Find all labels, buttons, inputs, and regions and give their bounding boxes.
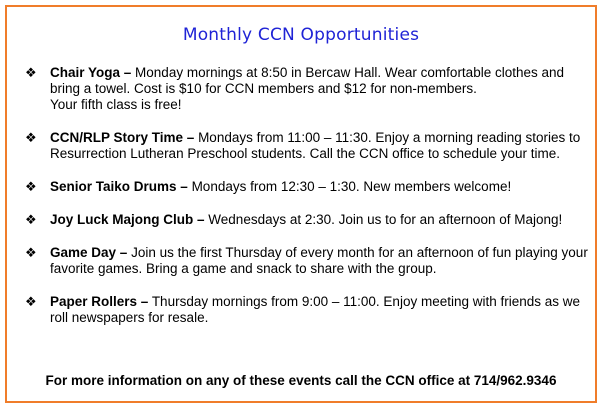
- diamond-bullet-icon: ❖: [25, 179, 37, 194]
- event-list: [21, 65, 591, 343]
- event-name: Paper Rollers –: [50, 294, 149, 309]
- event-extra-note: Your fifth class is free!: [50, 97, 182, 112]
- event-name: CCN/RLP Story Time –: [50, 130, 195, 145]
- event-item-story-time: [21, 130, 591, 162]
- event-item-majong-club: [21, 212, 591, 228]
- event-item-paper-rollers: [21, 294, 591, 326]
- event-description: Mondays from 11:00 – 11:30. Enjoy a morning reading stories to Resurrection Lutheran Preschool students. Call the CCN office to schedule your time.: [50, 130, 581, 161]
- contact-footer: For more information on any of these events call the CCN office at 714/962.9346: [45, 373, 557, 388]
- event-name: Chair Yoga –: [50, 65, 132, 80]
- event-name: Joy Luck Majong Club –: [50, 212, 205, 227]
- diamond-bullet-icon: ❖: [25, 212, 37, 227]
- event-name: Game Day –: [50, 245, 128, 260]
- event-description: Join us the first Thursday of every month for an afternoon of fun playing your favorite games. Bring a game and snack to share with the group.: [50, 245, 588, 276]
- event-description: Mondays from 12:30 – 1:30. New members welcome!: [191, 179, 512, 194]
- flyer-frame: [5, 5, 597, 403]
- event-description: Wednesdays at 2:30. Join us to for an afternoon of Majong!: [208, 212, 563, 227]
- event-item-game-day: [21, 245, 591, 277]
- event-description: Monday mornings at 8:50 in Bercaw Hall. Wear comfortable clothes and bring a towel. Cost is $10 for CCN members and $12 for non-members.: [50, 65, 565, 96]
- diamond-bullet-icon: ❖: [25, 130, 37, 145]
- event-name: Senior Taiko Drums –: [50, 179, 188, 194]
- flyer-title: Monthly CCN Opportunities: [182, 25, 420, 45]
- event-item-chair-yoga: [21, 65, 591, 113]
- diamond-bullet-icon: ❖: [25, 65, 37, 80]
- event-item-taiko-drums: [21, 179, 591, 195]
- diamond-bullet-icon: ❖: [25, 245, 37, 260]
- diamond-bullet-icon: ❖: [25, 294, 37, 309]
- event-description: Thursday mornings from 9:00 – 11:00. Enjoy meeting with friends as we roll newspapers for resale.: [50, 294, 581, 325]
